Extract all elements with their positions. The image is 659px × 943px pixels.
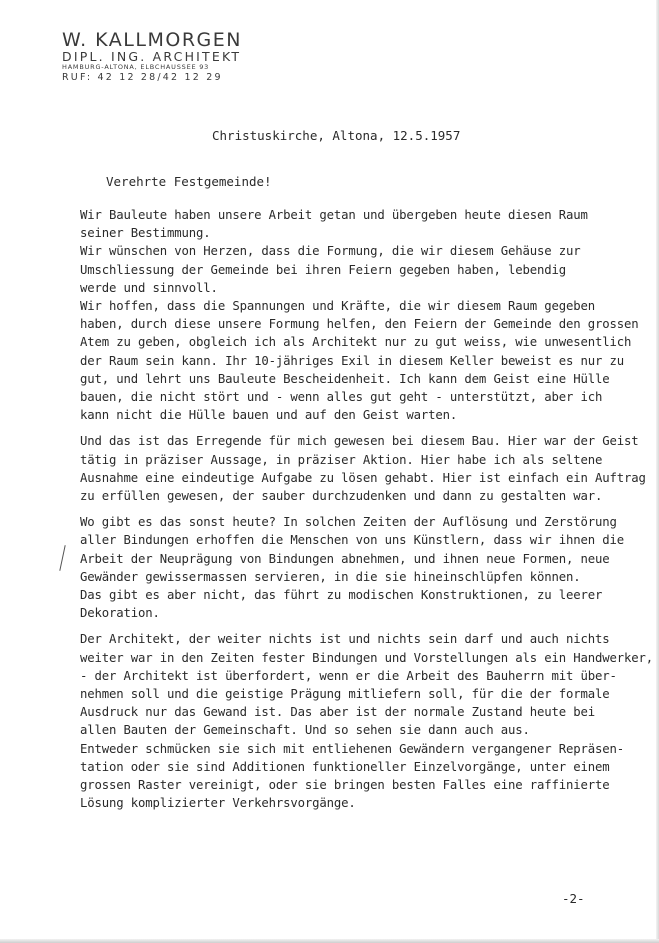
text-line: Entweder schmücken sie sich mit entliehenen Gewändern vergangener Repräsen- (80, 741, 625, 756)
paragraph-2 (80, 432, 646, 505)
text-line: werde und sinnvoll. (80, 280, 218, 295)
page-edge-bottom (0, 939, 659, 943)
text-line: Der Architekt, der weiter nichts ist und nichts sein darf und auch nichts (80, 632, 610, 647)
text-line: tätig in präziser Aussage, in präziser Aktion. Hier habe ich als seltene (80, 452, 603, 467)
text-line: gut, und lehrt uns Bauleute Bescheidenheit. Ich kann dem Geist eine Hülle (80, 371, 610, 386)
text-line: haben, durch diese unsere Formung helfen, den Feiern der Gemeinde den grossen (80, 317, 639, 332)
text-line: bauen, die nicht stört und - wenn alles gut geht - unterstützt, aber ich (80, 390, 603, 405)
text-line: allen Bauten der Gemeinschaft. Und so sehen sie dann auch aus. (80, 723, 530, 738)
text-line: zu erfüllen gewesen, der sauber durchzudenken und dann zu gestalten war. (80, 489, 603, 504)
text-line: weiter war in den Zeiten fester Bindungen und Vorstellungen als ein Handwerker, (80, 650, 654, 665)
text-line: - der Architekt ist überfordert, wenn er die Arbeit des Bauherrn mit über- (80, 668, 617, 683)
paragraph-4 (80, 630, 654, 812)
text-line: Umschliessung der Gemeinde bei ihren Feiern gegeben haben, lebendig (80, 262, 566, 277)
text-line: kann nicht die Hülle bauen und auf den Geist warten. (80, 408, 458, 423)
text-line: Atem zu geben, obgleich ich als Architekt nur zu gut weiss, wie unwesentlich (80, 335, 632, 350)
letterhead (62, 30, 242, 83)
paragraph-3 (80, 513, 625, 622)
margin-pencil-mark (59, 545, 65, 571)
text-line: Ausnahme eine eindeutige Aufgabe zu lösen gehabt. Hier ist einfach ein Auftrag (80, 470, 646, 485)
text-line: Ausdruck nur das Gewand ist. Das aber ist der normale Zustand heute bei (80, 705, 595, 720)
text-line: Wo gibt es das sonst heute? In solchen Zeiten der Auflösung und Zerstörung (80, 515, 617, 530)
text-line: Gewänder gewissermassen servieren, in die sie hineinschlüpfen können. (80, 569, 581, 584)
dateline: Christuskirche, Altona, 12.5.1957 (212, 128, 461, 143)
paragraph-1 (80, 206, 639, 424)
text-line: nehmen soll und die geistige Prägung mitliefern soll, für die der formale (80, 687, 610, 702)
text-line: grossen Raster vereinigt, oder sie bringen besten Falles eine raffinierte (80, 778, 610, 793)
letterhead-phone: RUF: 42 12 28/42 12 29 (62, 72, 223, 83)
letterhead-title: DIPL. ING. ARCHITEKT (62, 49, 242, 64)
text-line: Und das ist das Erregende für mich gewesen bei diesem Bau. Hier war der Geist (80, 434, 639, 449)
letterhead-address: HAMBURG-ALTONA, ELBCHAUSSEE 93 (62, 63, 210, 71)
text-line: Das gibt es aber nicht, das führt zu modischen Konstruktionen, zu leerer (80, 588, 603, 603)
page-number: -2- (562, 891, 585, 906)
letterhead-name: W. KALLMORGEN (62, 29, 242, 51)
text-line: Wir Bauleute haben unsere Arbeit getan und übergeben heute diesen Raum (80, 208, 588, 222)
text-line: Dekoration. (80, 606, 160, 621)
text-line: der Raum sein kann. Ihr 10-jähriges Exil in diesem Keller beweist es nur zu (80, 353, 625, 368)
text-line: Wir wünschen von Herzen, dass die Formung, die wir diesem Gehäuse zur (80, 244, 581, 259)
letter-body (80, 206, 654, 821)
text-line: seiner Bestimmung. (80, 226, 211, 241)
text-line: Lösung komplizierter Verkehrsvorgänge. (80, 796, 356, 811)
text-line: tation oder sie sind Additionen funktioneller Einzelvorgänge, unter einem (80, 759, 610, 774)
text-line: aller Bindungen erhoffen die Menschen von uns Künstlern, dass wir ihnen die (80, 533, 625, 548)
salutation: Verehrte Festgemeinde! (106, 174, 272, 189)
text-line: Arbeit der Neuprägung von Bindungen abnehmen, und ihnen neue Formen, neue (80, 551, 610, 566)
text-line: Wir hoffen, dass die Spannungen und Kräfte, die wir diesem Raum gegeben (80, 299, 595, 314)
